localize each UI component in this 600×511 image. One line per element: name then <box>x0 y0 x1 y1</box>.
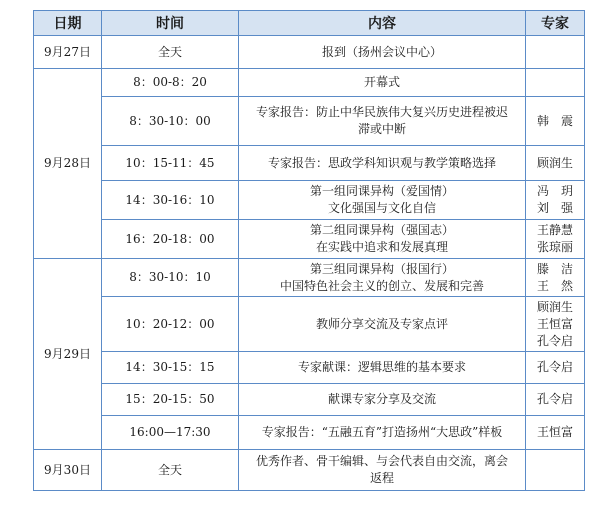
time-cell: 15：20-15：50 <box>102 384 239 416</box>
expert-cell <box>526 146 585 181</box>
schedule-row <box>34 384 585 416</box>
content-cell <box>239 146 526 181</box>
expert-cell <box>526 220 585 259</box>
expert-name: 韩 震 <box>536 113 573 128</box>
schedule-row <box>34 36 585 69</box>
expert-cell <box>526 36 585 69</box>
content-cell <box>239 220 526 259</box>
header-expert: 专家 <box>526 11 585 36</box>
content-line: 专家献课：逻辑思维的基本要求 <box>297 360 466 374</box>
expert-cell <box>526 181 585 220</box>
expert-name: 王恒富 <box>536 425 573 439</box>
content-line: 教师分享交流及专家点评 <box>315 316 448 331</box>
expert-cell <box>526 259 585 297</box>
time-cell: 14：30-15：15 <box>102 352 239 384</box>
content-cell <box>239 181 526 220</box>
content-line: 第二组同课异构（强国志） <box>309 223 454 237</box>
time-cell: 10：15-11：45 <box>102 146 239 181</box>
content-line: 专家报告：防止中华民族伟大复兴历史进程被迟 <box>255 105 508 119</box>
schedule-row <box>34 259 585 297</box>
date-cell: 9月28日 <box>34 69 102 259</box>
expert-name: 孔令启 <box>536 360 573 374</box>
time-cell: 10：20-12：00 <box>102 297 239 352</box>
schedule-row <box>34 416 585 450</box>
date-cell: 9月30日 <box>34 450 102 491</box>
schedule-row <box>34 450 585 491</box>
header-date: 日期 <box>34 11 102 36</box>
content-cell <box>239 384 526 416</box>
expert-name: 王恒富 <box>536 316 573 331</box>
expert-name: 刘 强 <box>536 201 573 215</box>
schedule-row <box>34 220 585 259</box>
content-line: 报到（扬州会议中心） <box>321 44 442 59</box>
date-cell: 9月29日 <box>34 259 102 450</box>
content-line: 优秀作者、骨干编辑、与会代表自由交流，离会 <box>255 454 508 468</box>
expert-name: 顾润生 <box>536 155 573 170</box>
date-cell: 9月27日 <box>34 36 102 69</box>
expert-cell <box>526 69 585 97</box>
expert-name: 孔令启 <box>536 392 573 406</box>
schedule-table <box>33 10 585 491</box>
content-line: 滞或中断 <box>357 122 406 136</box>
time-cell: 全天 <box>102 36 239 69</box>
header-row <box>34 11 585 36</box>
expert-name: 孔令启 <box>536 333 573 348</box>
header-content: 内容 <box>239 11 526 36</box>
expert-cell <box>526 97 585 146</box>
content-cell <box>239 416 526 450</box>
content-cell <box>239 97 526 146</box>
time-cell: 14：30-16：10 <box>102 181 239 220</box>
time-cell: 16:00—17:30 <box>102 416 239 450</box>
content-line: 开幕式 <box>363 75 400 89</box>
expert-cell <box>526 416 585 450</box>
schedule-container <box>33 10 584 491</box>
time-cell: 8：30-10：00 <box>102 97 239 146</box>
content-cell <box>239 36 526 69</box>
expert-cell <box>526 352 585 384</box>
expert-name: 张琼丽 <box>536 240 573 254</box>
content-line: 返程 <box>369 471 394 485</box>
expert-name: 顾润生 <box>536 299 573 314</box>
content-cell <box>239 297 526 352</box>
content-line: 中国特色社会主义的创立、发展和完善 <box>279 278 484 293</box>
content-line: 专家报告：“五融五育”打造扬州“大思政”样板 <box>261 425 503 439</box>
content-line: 在实践中追求和发展真理 <box>315 240 448 254</box>
expert-name: 滕 洁 <box>536 261 573 276</box>
expert-name: 王 然 <box>536 278 573 293</box>
header-time: 时间 <box>102 11 239 36</box>
content-line: 第三组同课异构（报国行） <box>309 261 454 276</box>
content-cell <box>239 69 526 97</box>
content-cell <box>239 259 526 297</box>
schedule-row <box>34 181 585 220</box>
content-line: 文化强国与文化自信 <box>327 201 436 215</box>
expert-cell <box>526 450 585 491</box>
content-line: 专家报告：思政学科知识观与教学策略选择 <box>267 155 496 170</box>
schedule-row <box>34 69 585 97</box>
schedule-row <box>34 352 585 384</box>
content-line: 第一组同课异构（爱国情） <box>309 184 454 198</box>
time-cell: 全天 <box>102 450 239 491</box>
time-cell: 8：30-10：10 <box>102 259 239 297</box>
schedule-row <box>34 97 585 146</box>
content-line: 献课专家分享及交流 <box>327 392 436 406</box>
expert-name: 王静慧 <box>536 223 573 237</box>
schedule-row <box>34 297 585 352</box>
content-cell <box>239 450 526 491</box>
schedule-body <box>34 36 585 491</box>
expert-cell <box>526 384 585 416</box>
expert-cell <box>526 297 585 352</box>
schedule-row <box>34 146 585 181</box>
expert-name: 冯 玥 <box>536 184 573 198</box>
time-cell: 16：20-18：00 <box>102 220 239 259</box>
time-cell: 8：00-8：20 <box>102 69 239 97</box>
content-cell <box>239 352 526 384</box>
